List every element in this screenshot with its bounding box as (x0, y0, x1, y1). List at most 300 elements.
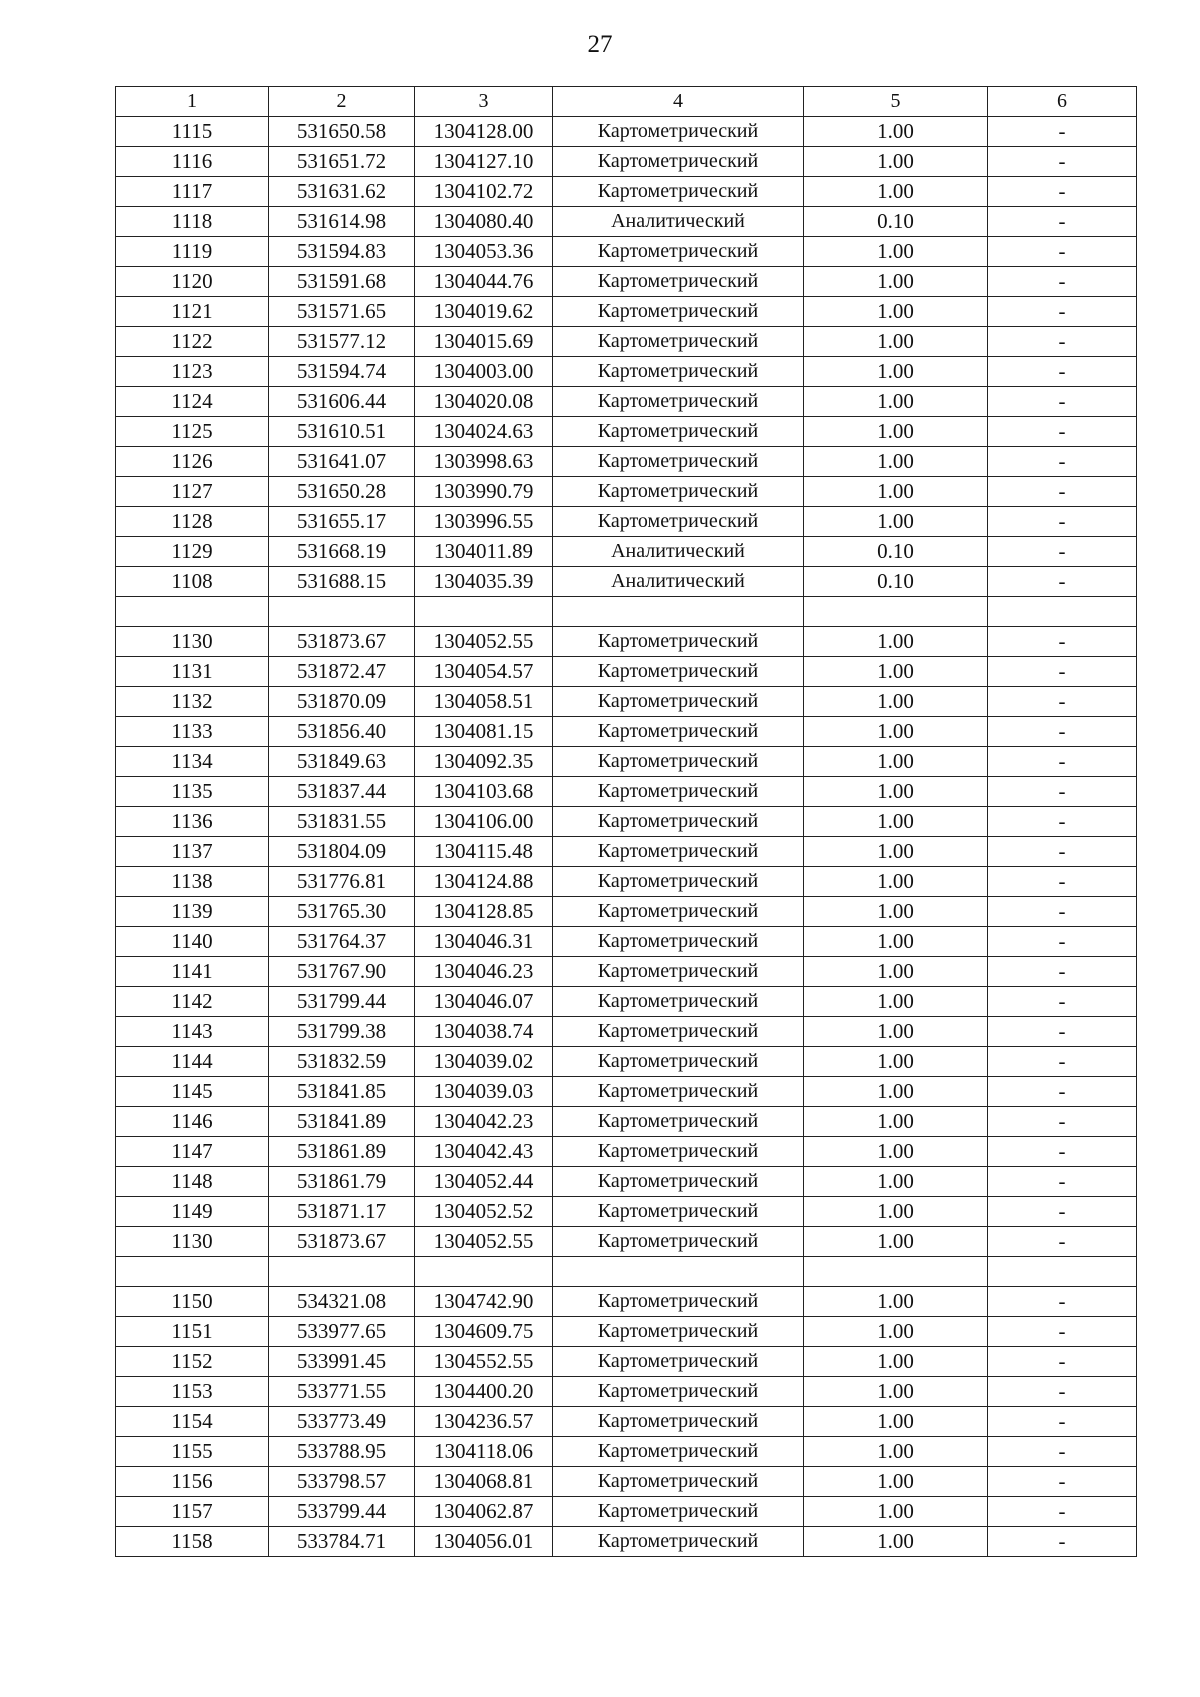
y-coordinate-cell: 1304118.06 (415, 1437, 553, 1467)
point-number-cell: 1117 (116, 177, 269, 207)
accuracy-cell: 1.00 (804, 1497, 988, 1527)
y-coordinate-cell: 1304052.55 (415, 627, 553, 657)
table-row (116, 627, 1137, 657)
note-cell: - (988, 777, 1137, 807)
method-cell (553, 597, 804, 627)
note-cell: - (988, 957, 1137, 987)
table-row (116, 417, 1137, 447)
note-cell: - (988, 147, 1137, 177)
point-number-cell: 1136 (116, 807, 269, 837)
method-cell: Аналитический (553, 567, 804, 597)
y-coordinate-cell: 1304052.52 (415, 1197, 553, 1227)
note-cell: - (988, 807, 1137, 837)
x-coordinate-cell: 531610.51 (269, 417, 415, 447)
accuracy-cell: 1.00 (804, 117, 988, 147)
x-coordinate-cell: 531804.09 (269, 837, 415, 867)
table-row (116, 1287, 1137, 1317)
note-cell: - (988, 1227, 1137, 1257)
x-coordinate-cell: 533798.57 (269, 1467, 415, 1497)
table-row (116, 1257, 1137, 1287)
x-coordinate-cell: 531861.79 (269, 1167, 415, 1197)
method-cell: Аналитический (553, 537, 804, 567)
x-coordinate-cell: 533977.65 (269, 1317, 415, 1347)
accuracy-cell: 1.00 (804, 1347, 988, 1377)
y-coordinate-cell: 1304038.74 (415, 1017, 553, 1047)
point-number-cell: 1142 (116, 987, 269, 1017)
x-coordinate-cell: 531841.85 (269, 1077, 415, 1107)
point-number-cell: 1149 (116, 1197, 269, 1227)
y-coordinate-cell: 1304106.00 (415, 807, 553, 837)
table-row (116, 567, 1137, 597)
x-coordinate-cell: 531668.19 (269, 537, 415, 567)
table-row (116, 1077, 1137, 1107)
method-cell: Картометрический (553, 147, 804, 177)
table-row (116, 597, 1137, 627)
accuracy-cell: 1.00 (804, 1167, 988, 1197)
x-coordinate-cell (269, 597, 415, 627)
accuracy-cell: 1.00 (804, 357, 988, 387)
method-cell: Картометрический (553, 267, 804, 297)
method-cell: Картометрический (553, 1347, 804, 1377)
point-number-cell: 1147 (116, 1137, 269, 1167)
column-header-6: 6 (988, 87, 1137, 117)
x-coordinate-cell: 531873.67 (269, 1227, 415, 1257)
table-row (116, 1437, 1137, 1467)
point-number-cell: 1155 (116, 1437, 269, 1467)
note-cell: - (988, 537, 1137, 567)
method-cell: Картометрический (553, 837, 804, 867)
x-coordinate-cell: 531871.17 (269, 1197, 415, 1227)
table-row (116, 387, 1137, 417)
point-number-cell: 1121 (116, 297, 269, 327)
table-body (116, 117, 1137, 1557)
y-coordinate-cell: 1304015.69 (415, 327, 553, 357)
point-number-cell: 1134 (116, 747, 269, 777)
note-cell: - (988, 387, 1137, 417)
x-coordinate-cell: 531591.68 (269, 267, 415, 297)
y-coordinate-cell: 1304552.55 (415, 1347, 553, 1377)
x-coordinate-cell: 531767.90 (269, 957, 415, 987)
point-number-cell: 1118 (116, 207, 269, 237)
method-cell: Картометрический (553, 927, 804, 957)
x-coordinate-cell: 531641.07 (269, 447, 415, 477)
y-coordinate-cell: 1304020.08 (415, 387, 553, 417)
table-row (116, 1527, 1137, 1557)
note-cell: - (988, 267, 1137, 297)
table-row (116, 927, 1137, 957)
note-cell: - (988, 297, 1137, 327)
table-row (116, 777, 1137, 807)
x-coordinate-cell: 533771.55 (269, 1377, 415, 1407)
accuracy-cell: 1.00 (804, 987, 988, 1017)
point-number-cell: 1150 (116, 1287, 269, 1317)
y-coordinate-cell: 1303990.79 (415, 477, 553, 507)
method-cell: Картометрический (553, 327, 804, 357)
accuracy-cell: 1.00 (804, 297, 988, 327)
method-cell: Картометрический (553, 417, 804, 447)
column-header-3: 3 (415, 87, 553, 117)
point-number-cell: 1157 (116, 1497, 269, 1527)
x-coordinate-cell: 531856.40 (269, 717, 415, 747)
point-number-cell: 1130 (116, 627, 269, 657)
accuracy-cell: 0.10 (804, 537, 988, 567)
y-coordinate-cell: 1304019.62 (415, 297, 553, 327)
point-number-cell: 1146 (116, 1107, 269, 1137)
method-cell: Картометрический (553, 1407, 804, 1437)
y-coordinate-cell: 1304003.00 (415, 357, 553, 387)
method-cell: Картометрический (553, 1107, 804, 1137)
table-row (116, 957, 1137, 987)
point-number-cell: 1154 (116, 1407, 269, 1437)
y-coordinate-cell: 1304115.48 (415, 837, 553, 867)
note-cell: - (988, 477, 1137, 507)
y-coordinate-cell (415, 1257, 553, 1287)
table-row (116, 1347, 1137, 1377)
x-coordinate-cell: 531764.37 (269, 927, 415, 957)
y-coordinate-cell: 1304127.10 (415, 147, 553, 177)
accuracy-cell: 1.00 (804, 837, 988, 867)
x-coordinate-cell: 531849.63 (269, 747, 415, 777)
accuracy-cell: 1.00 (804, 267, 988, 297)
x-coordinate-cell: 531832.59 (269, 1047, 415, 1077)
table-row (116, 117, 1137, 147)
table-row (116, 297, 1137, 327)
table-row (116, 147, 1137, 177)
point-number-cell: 1120 (116, 267, 269, 297)
note-cell: - (988, 747, 1137, 777)
method-cell: Картометрический (553, 1437, 804, 1467)
y-coordinate-cell: 1304053.36 (415, 237, 553, 267)
method-cell: Картометрический (553, 387, 804, 417)
x-coordinate-cell: 531577.12 (269, 327, 415, 357)
method-cell: Картометрический (553, 477, 804, 507)
point-number-cell: 1148 (116, 1167, 269, 1197)
accuracy-cell: 1.00 (804, 717, 988, 747)
accuracy-cell (804, 1257, 988, 1287)
note-cell: - (988, 1047, 1137, 1077)
point-number-cell: 1151 (116, 1317, 269, 1347)
y-coordinate-cell: 1304236.57 (415, 1407, 553, 1437)
x-coordinate-cell: 531651.72 (269, 147, 415, 177)
point-number-cell: 1143 (116, 1017, 269, 1047)
x-coordinate-cell: 531688.15 (269, 567, 415, 597)
x-coordinate-cell: 531650.28 (269, 477, 415, 507)
y-coordinate-cell: 1304081.15 (415, 717, 553, 747)
point-number-cell: 1119 (116, 237, 269, 267)
point-number-cell: 1116 (116, 147, 269, 177)
point-number-cell: 1133 (116, 717, 269, 747)
x-coordinate-cell: 534321.08 (269, 1287, 415, 1317)
table-row (116, 1197, 1137, 1227)
point-number-cell: 1131 (116, 657, 269, 687)
point-number-cell: 1158 (116, 1527, 269, 1557)
y-coordinate-cell: 1304609.75 (415, 1317, 553, 1347)
accuracy-cell: 1.00 (804, 147, 988, 177)
page-number: 27 (587, 31, 613, 58)
x-coordinate-cell: 531870.09 (269, 687, 415, 717)
y-coordinate-cell: 1303998.63 (415, 447, 553, 477)
accuracy-cell: 1.00 (804, 1197, 988, 1227)
note-cell (988, 1257, 1137, 1287)
point-number-cell: 1145 (116, 1077, 269, 1107)
accuracy-cell: 1.00 (804, 627, 988, 657)
accuracy-cell: 1.00 (804, 237, 988, 267)
y-coordinate-cell: 1304046.23 (415, 957, 553, 987)
accuracy-cell: 1.00 (804, 1107, 988, 1137)
y-coordinate-cell: 1304102.72 (415, 177, 553, 207)
point-number-cell: 1139 (116, 897, 269, 927)
y-coordinate-cell: 1304128.85 (415, 897, 553, 927)
column-header-2: 2 (269, 87, 415, 117)
x-coordinate-cell: 531631.62 (269, 177, 415, 207)
note-cell: - (988, 1017, 1137, 1047)
table-row (116, 1227, 1137, 1257)
note-cell: - (988, 687, 1137, 717)
x-coordinate-cell: 531873.67 (269, 627, 415, 657)
point-number-cell: 1141 (116, 957, 269, 987)
point-number-cell: 1130 (116, 1227, 269, 1257)
note-cell: - (988, 1107, 1137, 1137)
method-cell: Картометрический (553, 807, 804, 837)
accuracy-cell: 1.00 (804, 927, 988, 957)
x-coordinate-cell: 531831.55 (269, 807, 415, 837)
point-number-cell: 1152 (116, 1347, 269, 1377)
accuracy-cell: 1.00 (804, 1287, 988, 1317)
accuracy-cell: 1.00 (804, 1047, 988, 1077)
point-number-cell: 1126 (116, 447, 269, 477)
y-coordinate-cell: 1304103.68 (415, 777, 553, 807)
method-cell: Картометрический (553, 117, 804, 147)
table-row (116, 837, 1137, 867)
note-cell: - (988, 1407, 1137, 1437)
method-cell: Картометрический (553, 1287, 804, 1317)
point-number-cell: 1123 (116, 357, 269, 387)
x-coordinate-cell: 531872.47 (269, 657, 415, 687)
method-cell: Картометрический (553, 717, 804, 747)
table-row (116, 1017, 1137, 1047)
y-coordinate-cell: 1304044.76 (415, 267, 553, 297)
method-cell: Картометрический (553, 747, 804, 777)
y-coordinate-cell: 1304035.39 (415, 567, 553, 597)
y-coordinate-cell: 1304024.63 (415, 417, 553, 447)
point-number-cell (116, 597, 269, 627)
point-number-cell: 1137 (116, 837, 269, 867)
method-cell: Картометрический (553, 1167, 804, 1197)
table-row (116, 177, 1137, 207)
method-cell: Картометрический (553, 1467, 804, 1497)
point-number-cell: 1138 (116, 867, 269, 897)
y-coordinate-cell: 1304042.43 (415, 1137, 553, 1167)
note-cell: - (988, 987, 1137, 1017)
x-coordinate-cell: 533788.95 (269, 1437, 415, 1467)
point-number-cell: 1127 (116, 477, 269, 507)
point-number-cell: 1156 (116, 1467, 269, 1497)
point-number-cell: 1122 (116, 327, 269, 357)
method-cell: Картометрический (553, 1497, 804, 1527)
point-number-cell: 1108 (116, 567, 269, 597)
table-row (116, 1407, 1137, 1437)
note-cell: - (988, 117, 1137, 147)
table-row (116, 1467, 1137, 1497)
y-coordinate-cell: 1304058.51 (415, 687, 553, 717)
table-row (116, 687, 1137, 717)
method-cell: Картометрический (553, 687, 804, 717)
table-row (116, 447, 1137, 477)
x-coordinate-cell: 533784.71 (269, 1527, 415, 1557)
accuracy-cell: 1.00 (804, 327, 988, 357)
y-coordinate-cell: 1303996.55 (415, 507, 553, 537)
y-coordinate-cell: 1304068.81 (415, 1467, 553, 1497)
method-cell: Картометрический (553, 1017, 804, 1047)
table-row (116, 507, 1137, 537)
y-coordinate-cell (415, 597, 553, 627)
point-number-cell (116, 1257, 269, 1287)
x-coordinate-cell: 531594.74 (269, 357, 415, 387)
accuracy-cell: 1.00 (804, 1527, 988, 1557)
method-cell: Картометрический (553, 627, 804, 657)
x-coordinate-cell: 531614.98 (269, 207, 415, 237)
accuracy-cell: 0.10 (804, 567, 988, 597)
method-cell: Картометрический (553, 1227, 804, 1257)
y-coordinate-cell: 1304039.03 (415, 1077, 553, 1107)
method-cell: Аналитический (553, 207, 804, 237)
note-cell: - (988, 237, 1137, 267)
method-cell: Картометрический (553, 1527, 804, 1557)
accuracy-cell: 1.00 (804, 1227, 988, 1257)
accuracy-cell: 1.00 (804, 1437, 988, 1467)
note-cell: - (988, 1137, 1137, 1167)
x-coordinate-cell: 533799.44 (269, 1497, 415, 1527)
note-cell: - (988, 927, 1137, 957)
accuracy-cell: 1.00 (804, 507, 988, 537)
note-cell: - (988, 1347, 1137, 1377)
table-row (116, 537, 1137, 567)
note-cell: - (988, 627, 1137, 657)
y-coordinate-cell: 1304124.88 (415, 867, 553, 897)
accuracy-cell: 1.00 (804, 1377, 988, 1407)
accuracy-cell: 1.00 (804, 777, 988, 807)
table-row (116, 1137, 1137, 1167)
method-cell: Картометрический (553, 957, 804, 987)
accuracy-cell: 1.00 (804, 1137, 988, 1167)
table-row (116, 807, 1137, 837)
note-cell: - (988, 1167, 1137, 1197)
point-number-cell: 1129 (116, 537, 269, 567)
x-coordinate-cell: 531861.89 (269, 1137, 415, 1167)
method-cell: Картометрический (553, 777, 804, 807)
accuracy-cell: 1.00 (804, 747, 988, 777)
method-cell: Картометрический (553, 867, 804, 897)
accuracy-cell: 1.00 (804, 447, 988, 477)
note-cell: - (988, 327, 1137, 357)
x-coordinate-cell: 533991.45 (269, 1347, 415, 1377)
accuracy-cell: 1.00 (804, 177, 988, 207)
note-cell (988, 597, 1137, 627)
method-cell: Картометрический (553, 1047, 804, 1077)
note-cell: - (988, 837, 1137, 867)
method-cell: Картометрический (553, 237, 804, 267)
method-cell: Картометрический (553, 1317, 804, 1347)
x-coordinate-cell: 531606.44 (269, 387, 415, 417)
accuracy-cell: 1.00 (804, 687, 988, 717)
method-cell: Картометрический (553, 1077, 804, 1107)
method-cell: Картометрический (553, 1377, 804, 1407)
accuracy-cell: 1.00 (804, 1077, 988, 1107)
point-number-cell: 1128 (116, 507, 269, 537)
coordinates-table (115, 86, 1137, 1557)
y-coordinate-cell: 1304400.20 (415, 1377, 553, 1407)
column-header-1: 1 (116, 87, 269, 117)
method-cell: Картометрический (553, 897, 804, 927)
accuracy-cell: 1.00 (804, 477, 988, 507)
note-cell: - (988, 447, 1137, 477)
note-cell: - (988, 657, 1137, 687)
y-coordinate-cell: 1304052.55 (415, 1227, 553, 1257)
accuracy-cell: 1.00 (804, 1407, 988, 1437)
method-cell (553, 1257, 804, 1287)
accuracy-cell: 1.00 (804, 387, 988, 417)
note-cell: - (988, 717, 1137, 747)
point-number-cell: 1124 (116, 387, 269, 417)
y-coordinate-cell: 1304092.35 (415, 747, 553, 777)
x-coordinate-cell: 531837.44 (269, 777, 415, 807)
method-cell: Картометрический (553, 177, 804, 207)
accuracy-cell: 1.00 (804, 1017, 988, 1047)
note-cell: - (988, 357, 1137, 387)
table-row (116, 207, 1137, 237)
note-cell: - (988, 1317, 1137, 1347)
note-cell: - (988, 417, 1137, 447)
accuracy-cell: 1.00 (804, 1317, 988, 1347)
x-coordinate-cell (269, 1257, 415, 1287)
table-row (116, 357, 1137, 387)
x-coordinate-cell: 531594.83 (269, 237, 415, 267)
accuracy-cell: 1.00 (804, 1467, 988, 1497)
x-coordinate-cell: 531650.58 (269, 117, 415, 147)
accuracy-cell: 1.00 (804, 807, 988, 837)
accuracy-cell: 1.00 (804, 867, 988, 897)
x-coordinate-cell: 531841.89 (269, 1107, 415, 1137)
x-coordinate-cell: 531799.38 (269, 1017, 415, 1047)
method-cell: Картометрический (553, 1197, 804, 1227)
table-row (116, 717, 1137, 747)
table-row (116, 897, 1137, 927)
note-cell: - (988, 1467, 1137, 1497)
note-cell: - (988, 1527, 1137, 1557)
note-cell: - (988, 207, 1137, 237)
x-coordinate-cell: 533773.49 (269, 1407, 415, 1437)
note-cell: - (988, 1497, 1137, 1527)
x-coordinate-cell: 531765.30 (269, 897, 415, 927)
method-cell: Картометрический (553, 357, 804, 387)
table-row (116, 657, 1137, 687)
table-row (116, 237, 1137, 267)
note-cell: - (988, 1287, 1137, 1317)
point-number-cell: 1125 (116, 417, 269, 447)
x-coordinate-cell: 531655.17 (269, 507, 415, 537)
column-header-4: 4 (553, 87, 804, 117)
table-header-row (116, 87, 1137, 117)
x-coordinate-cell: 531571.65 (269, 297, 415, 327)
x-coordinate-cell: 531799.44 (269, 987, 415, 1017)
note-cell: - (988, 1197, 1137, 1227)
accuracy-cell (804, 597, 988, 627)
method-cell: Картометрический (553, 507, 804, 537)
note-cell: - (988, 567, 1137, 597)
accuracy-cell: 1.00 (804, 897, 988, 927)
y-coordinate-cell: 1304054.57 (415, 657, 553, 687)
accuracy-cell: 0.10 (804, 207, 988, 237)
